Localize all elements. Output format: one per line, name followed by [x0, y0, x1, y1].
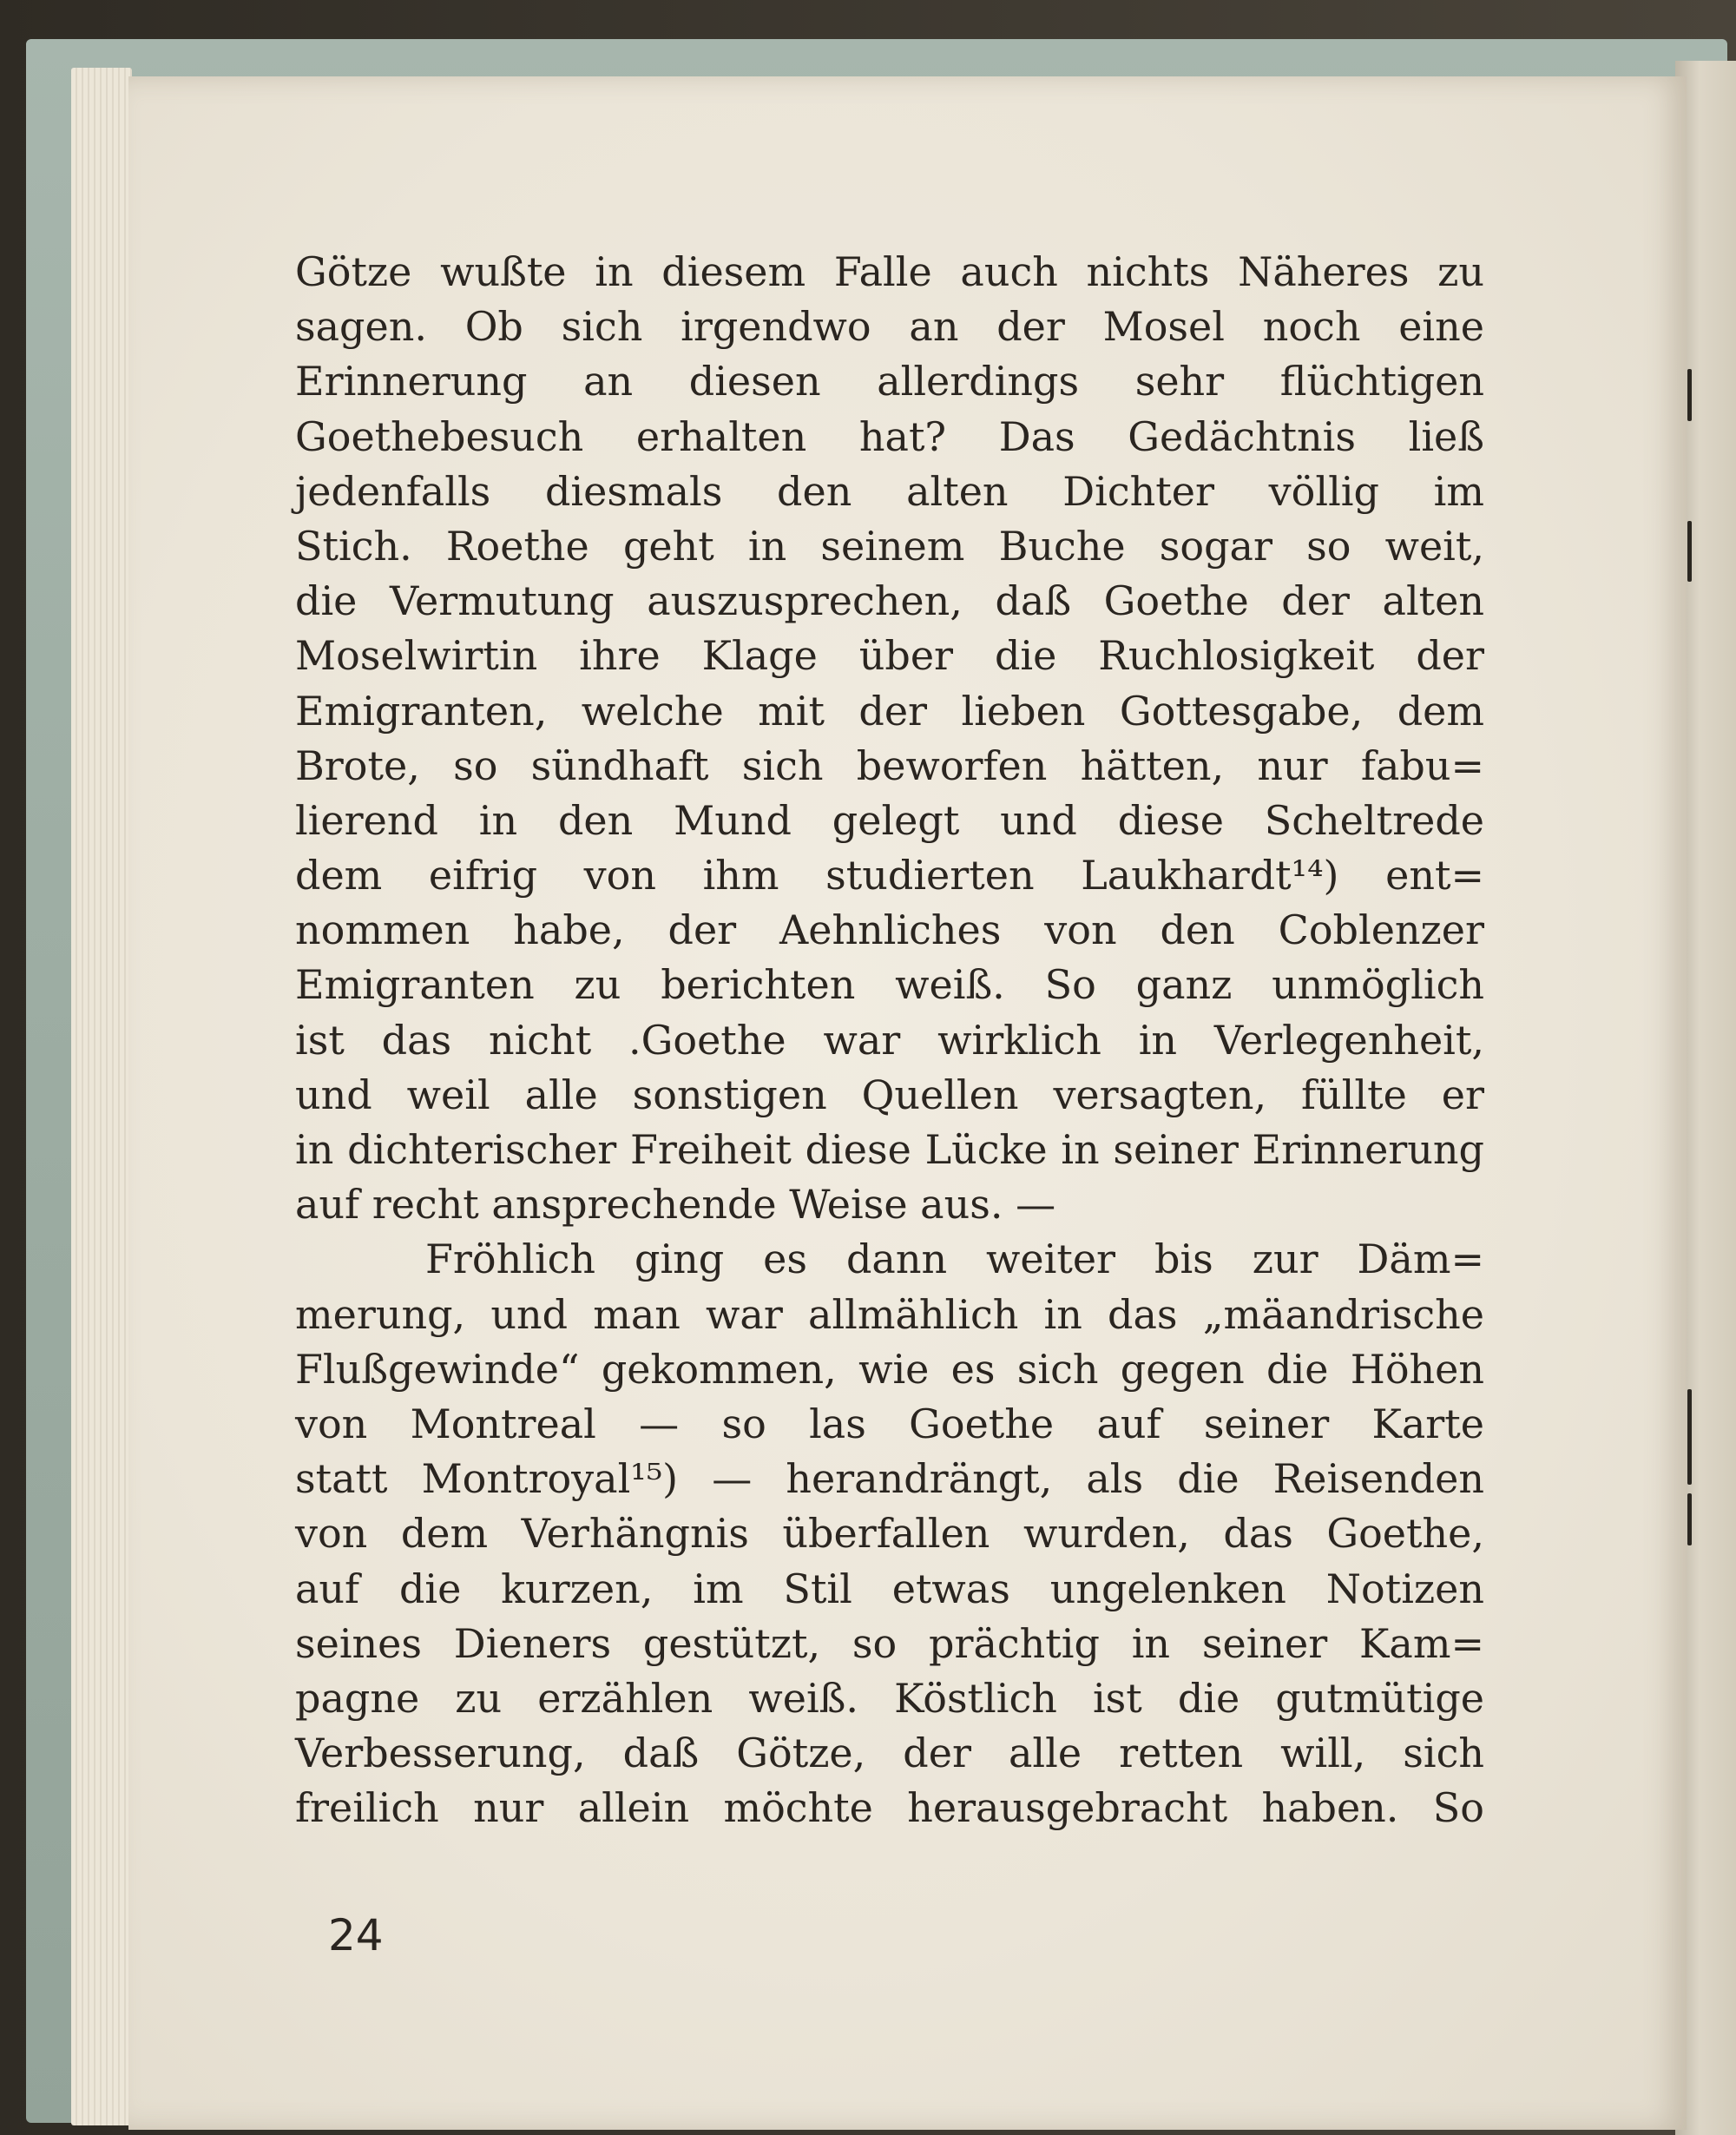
binding-stitch — [1687, 1389, 1692, 1485]
text-line: von dem Verhängnis überfallen wurden, das Goethe, — [295, 1510, 1484, 1558]
text-line-paragraph-start: Fröhlich ging es dann weiter bis zur Däm= — [425, 1236, 1484, 1283]
text-line: statt Montroyal¹⁵) — herandrängt, als die Reisenden — [295, 1455, 1484, 1503]
text-line: in dichterischer Freiheit diese Lücke in seiner Erinnerung — [295, 1126, 1484, 1173]
text-line: Erinnerung an diesen allerdings sehr flüchtigen — [295, 358, 1484, 405]
text-line: seines Dieners gestützt, so prächtig in seiner Kam= — [295, 1619, 1484, 1667]
text-line: auf recht ansprechende Weise aus. — — [295, 1181, 1056, 1229]
text-line: jedenfalls diesmals den alten Dichter völlig im — [295, 467, 1484, 515]
page-edges — [71, 68, 132, 2125]
text-line: Götze wußte in diesem Falle auch nichts Näheres zu — [295, 248, 1484, 295]
text-line: von Montreal — so las Goethe auf seiner Karte — [295, 1400, 1484, 1447]
binding-stitch — [1687, 1493, 1692, 1545]
text-line: dem eifrig von ihm studierten Laukhardt¹⁴) ent= — [295, 852, 1484, 899]
text-line: die Vermutung auszusprechen, daß Goethe der alten — [295, 577, 1484, 625]
binding-stitch — [1687, 521, 1692, 582]
text-line: ist das nicht .Goethe war wirklich in Verlegenheit, — [295, 1016, 1484, 1064]
text-line: nommen habe, der Aehnliches von den Coblenzer — [295, 906, 1484, 954]
text-line: merung, und man war allmählich in das „mäandrische — [295, 1290, 1484, 1338]
text-line: Emigranten, welche mit der lieben Gottesgabe, dem — [295, 687, 1484, 735]
text-line: sagen. Ob sich irgendwo an der Mosel noch eine — [295, 303, 1484, 351]
binding-stitch — [1687, 369, 1692, 421]
text-line: Goethebesuch erhalten hat? Das Gedächtnis ließ — [295, 412, 1484, 460]
page-number: 24 — [328, 1910, 384, 1960]
text-line: pagne zu erzählen weiß. Köstlich ist die gutmütige — [295, 1674, 1484, 1722]
text-line: Brote, so sündhaft sich beworfen hätten, nur fabu= — [295, 741, 1484, 789]
text-line: Stich. Roethe geht in seinem Buche sogar so weit, — [295, 522, 1484, 570]
text-line: Emigranten zu berichten weiß. So ganz unmöglich — [295, 961, 1484, 1009]
text-line: Moselwirtin ihre Klage über die Ruchlosigkeit der — [295, 632, 1484, 680]
text-line: Flußgewinde“ gekommen, wie es sich gegen die Höhen — [295, 1345, 1484, 1393]
body-text — [295, 245, 1484, 1835]
text-line: auf die kurzen, im Stil etwas ungelenken Notizen — [295, 1565, 1484, 1612]
text-line: und weil alle sonstigen Quellen versagten, füllte er — [295, 1071, 1484, 1118]
text-line: lierend in den Mund gelegt und diese Scheltrede — [295, 796, 1484, 844]
text-line: freilich nur allein möchte herausgebracht haben. So — [295, 1784, 1484, 1832]
text-line: Verbesserung, daß Götze, der alle retten will, sich — [295, 1730, 1484, 1777]
